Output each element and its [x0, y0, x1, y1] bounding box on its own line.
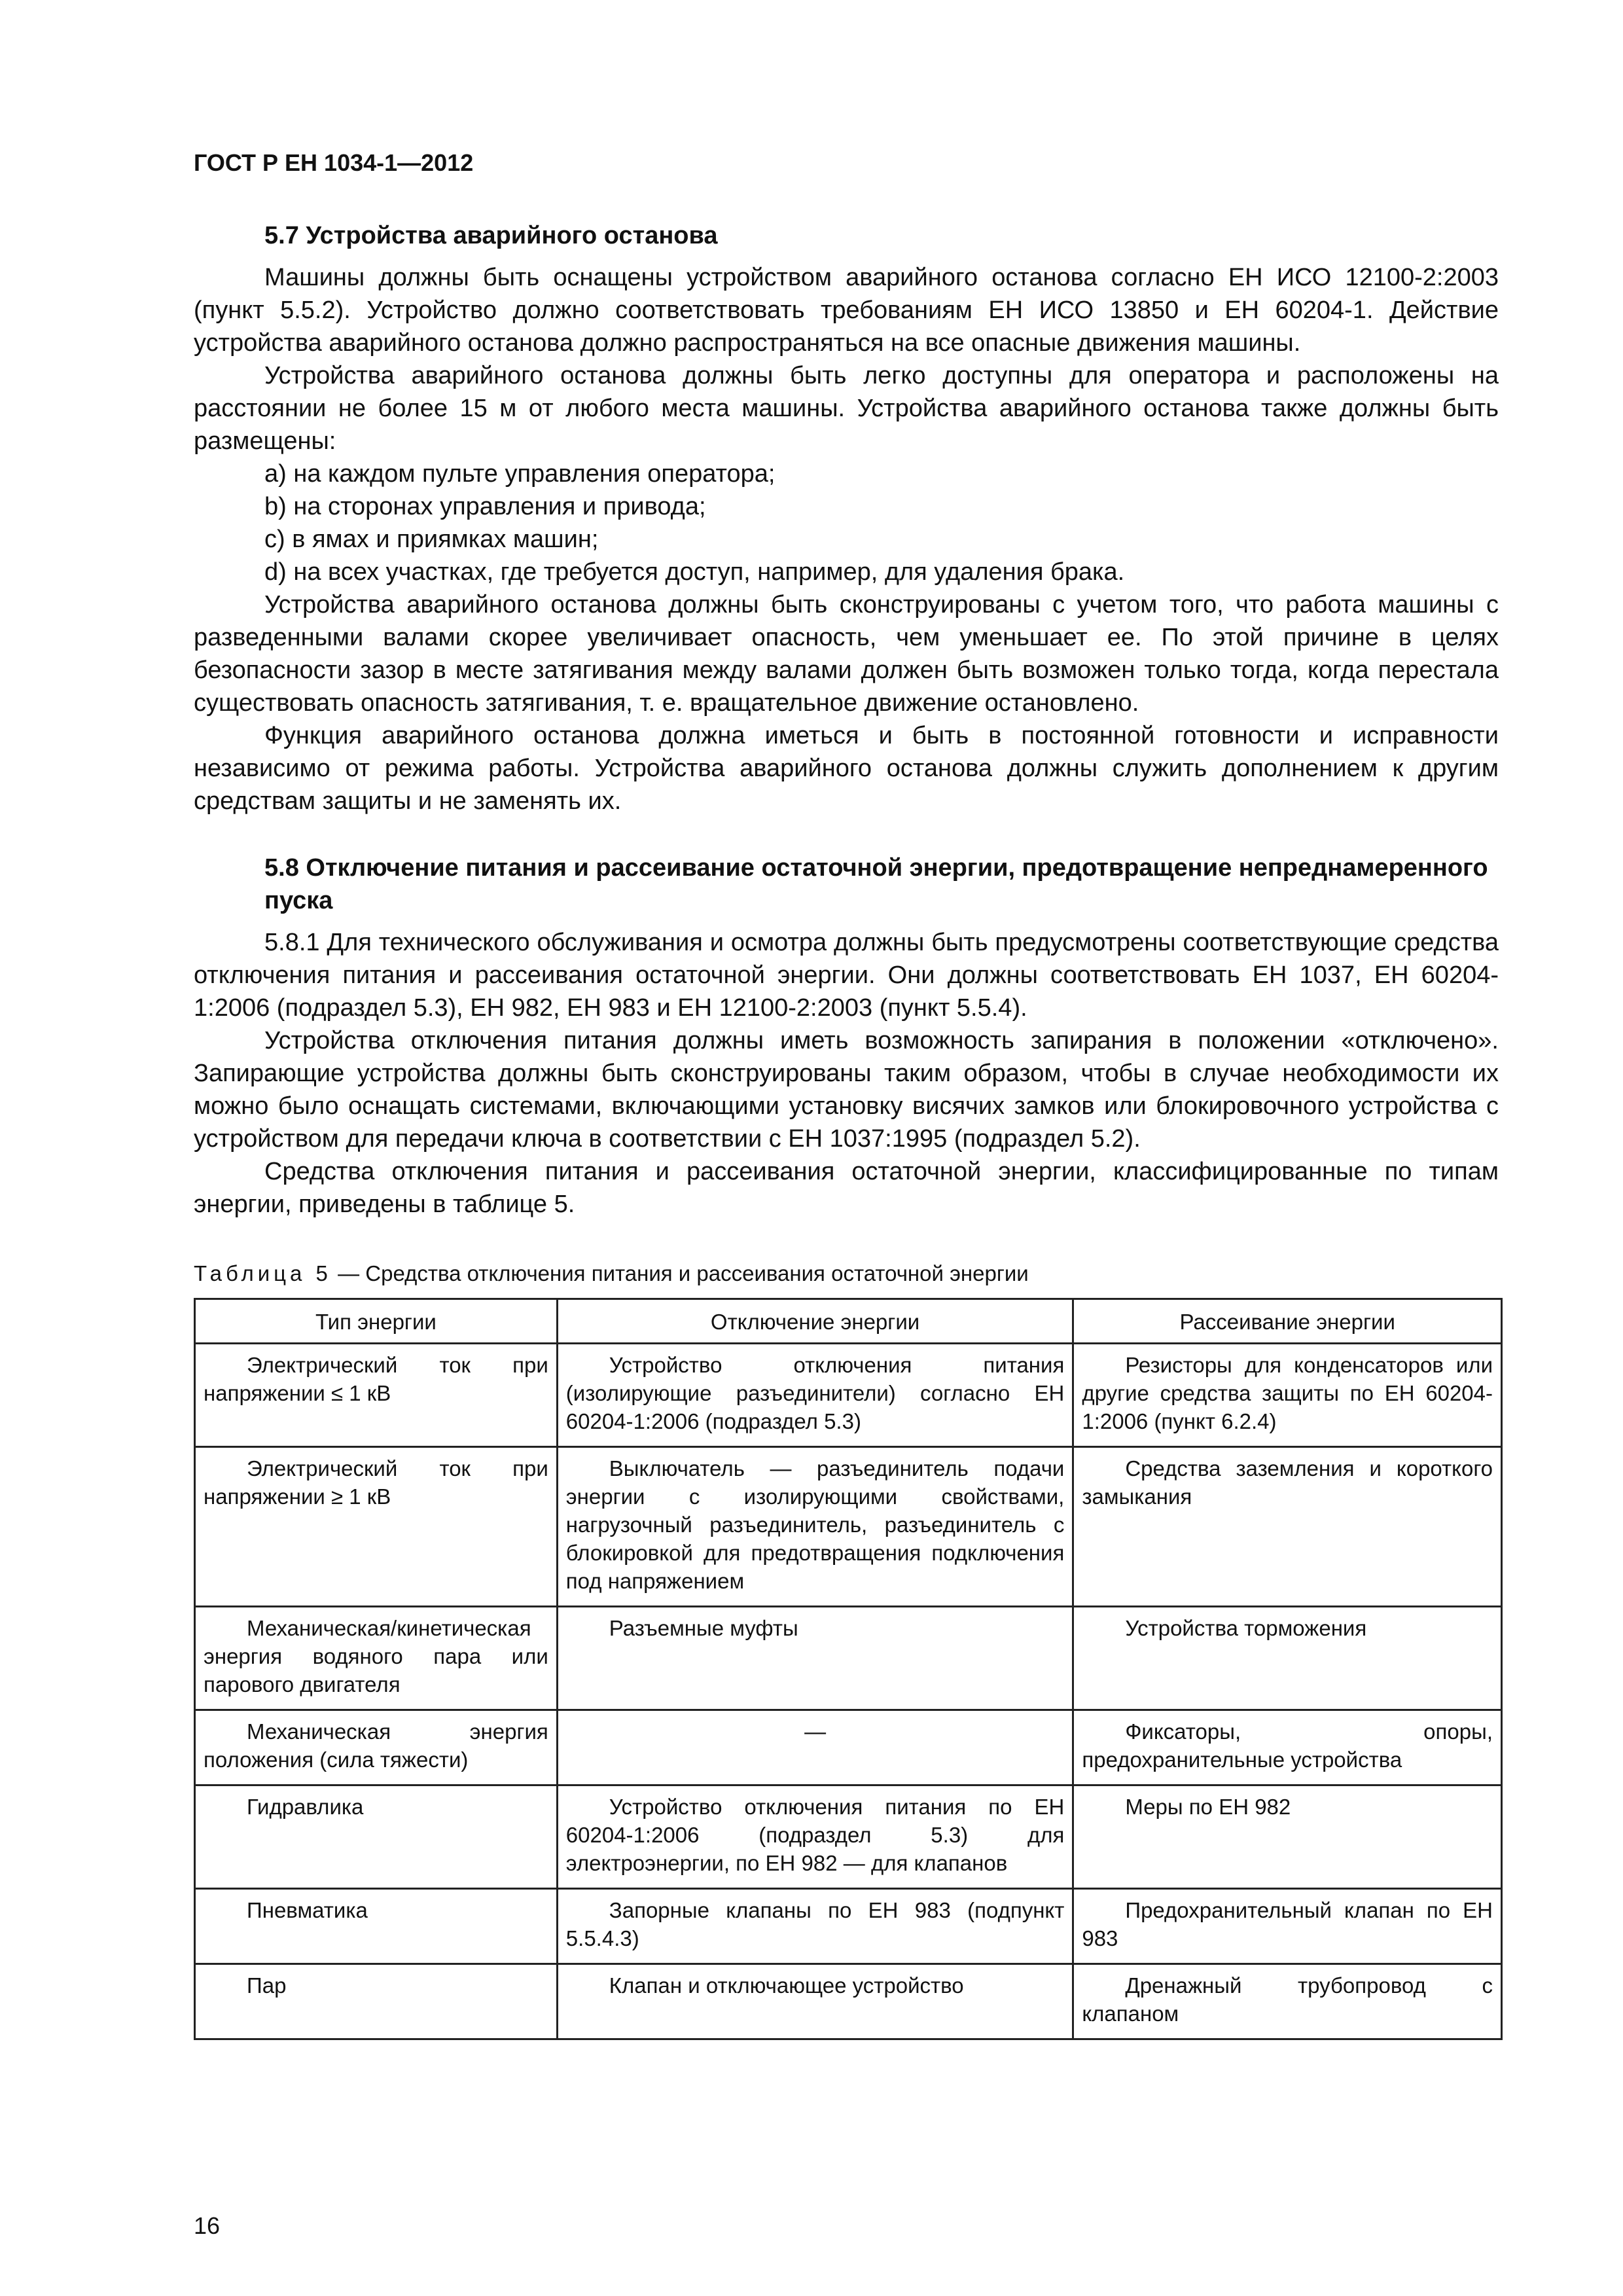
document-header: ГОСТ Р ЕН 1034-1—2012: [194, 149, 474, 176]
table-cell: [195, 1785, 558, 1889]
cell-text: Предохранительный клапан по ЕН 983: [1082, 1898, 1493, 1950]
paragraph: Устройства отключения питания должны иметь возможность запирания в положении «отключено». Запирающие устройства должны быть сконструированы таким образом, чтобы в случае необходимости их можно было оснащать системами, включающими установку висячих замков или блокировочного устройства с устройством для передачи ключа в соответствии с ЕН 1037:1995 (подраздел 5.2).: [194, 1027, 1499, 1153]
table-cell: [1073, 1889, 1502, 1964]
page-body: [194, 219, 1499, 2040]
cell-text: Механическая/кинетическая энергия водяного пара или парового двигателя: [204, 1616, 548, 1696]
cell-text: Механическая энергия положения (сила тяжести): [204, 1719, 548, 1772]
table-row: [195, 1710, 1502, 1785]
table-cell: [557, 1710, 1073, 1785]
table-cell: [557, 1447, 1073, 1607]
table-row: [195, 1964, 1502, 2039]
table-cell: [1073, 1447, 1502, 1607]
cell-text: Электрический ток при напряжении ≥ 1 кВ: [204, 1456, 548, 1509]
cell-text: Пар: [247, 1973, 287, 1998]
paragraph: Функция аварийного останова должна иметься и быть в постоянной готовности и исправности независимо от режима работы. Устройства аварийного останова должны служить дополнением к другим средствам защиты и не заменять их.: [194, 722, 1499, 815]
table-row: [195, 1344, 1502, 1447]
cell-text: Разъемные муфты: [609, 1616, 798, 1640]
energy-table: [194, 1298, 1503, 2040]
table-cell: [1073, 1607, 1502, 1710]
list-item: a) на каждом пульте управления оператора;: [264, 460, 776, 488]
table-header-row: [195, 1299, 1502, 1344]
table-cell: [195, 1447, 558, 1607]
paragraph: Машины должны быть оснащены устройством аварийного останова согласно ЕН ИСО 12100-2:2003 (пункт 5.5.2). Устройство должно соответствовать требованиям ЕН ИСО 13850 и ЕН 60204-1. Действие устройства аварийного останова должно распространяться на все опасные движения машины.: [194, 264, 1499, 357]
paragraph: Средства отключения питания и рассеивания остаточной энергии, классифицированные по типам энергии, приведены в таблице 5.: [194, 1158, 1499, 1218]
table-cell: [195, 1964, 558, 2039]
cell-text: Клапан и отключающее устройство: [609, 1973, 964, 1998]
table-cell: [195, 1889, 558, 1964]
page-number: 16: [194, 2212, 221, 2239]
cell-text: Электрический ток при напряжении ≤ 1 кВ: [204, 1353, 548, 1405]
table-cell: [557, 1344, 1073, 1447]
table-row: [195, 1785, 1502, 1889]
section-5-8-title: 5.8 Отключение питания и рассеивание остаточной энергии, предотвращение непреднамеренного пуска: [264, 854, 1488, 914]
cell-text: Устройство отключения питания (изолирующие разъединители) согласно ЕН 60204-1:2006 (подраздел 5.3): [565, 1353, 1065, 1433]
cell-text: Фиксаторы, опоры, предохранительные устройства: [1082, 1719, 1493, 1772]
table-row: [195, 1889, 1502, 1964]
cell-text: Устройство отключения питания по ЕН 60204-1:2006 (подраздел 5.3) для электроэнергии, по ЕН 982 — для клапанов: [565, 1795, 1065, 1875]
column-header-energy-disconnection: Отключение энергии: [557, 1299, 1073, 1344]
cell-text: Пневматика: [247, 1898, 368, 1922]
table-cell: [557, 1964, 1073, 2039]
table-cell: [557, 1889, 1073, 1964]
cell-text: Выключатель — разъединитель подачи энергии с изолирующими свойствами, нагрузочный разъединитель, разъединитель с блокировкой для предотвращения подключения под напряжением: [565, 1456, 1065, 1593]
paragraph: Устройства аварийного останова должны быть легко доступны для оператора и расположены на расстоянии не более 15 м от любого места машины. Устройства аварийного останова также должны быть размещены:: [194, 362, 1499, 455]
section-5-7-title: 5.7 Устройства аварийного останова: [264, 222, 718, 249]
table-row: [195, 1447, 1502, 1607]
table-cell: [195, 1710, 558, 1785]
paragraph: Устройства аварийного останова должны быть сконструированы с учетом того, что работа машины с разведенными валами скорее увеличивает опасность, чем уменьшает ее. По этой причине в целях безопасности зазор в месте затягивания между валами должен быть возможен только тогда, когда перестала существовать опасность затягивания, т. е. вращательное движение остановлено.: [194, 591, 1499, 717]
table-cell: [1073, 1964, 1502, 2039]
table-cell: [1073, 1785, 1502, 1889]
table-cell: [557, 1607, 1073, 1710]
list-item: b) на сторонах управления и привода;: [264, 493, 706, 520]
table-cell: [195, 1344, 558, 1447]
cell-text: Запорные клапаны по ЕН 983 (подпункт 5.5.4.3): [565, 1898, 1065, 1950]
cell-text: Устройства торможения: [1125, 1616, 1367, 1640]
column-header-energy-type: Тип энергии: [195, 1299, 558, 1344]
table-caption: [194, 1261, 1499, 1286]
list-item: c) в ямах и приямках машин;: [264, 526, 599, 553]
table-row: [195, 1607, 1502, 1710]
table-caption-text: — Средства отключения питания и рассеивания остаточной энергии: [331, 1261, 1029, 1285]
paragraph: 5.8.1 Для технического обслуживания и осмотра должны быть предусмотрены соответствующие средства отключения питания и рассеивания остаточной энергии. Они должны соответствовать ЕН 1037, ЕН 60204-1:2006 (подраздел 5.3), ЕН 982, ЕН 983 и ЕН 12100-2:2003 (пункт 5.5.4).: [194, 929, 1499, 1022]
table-cell: [1073, 1710, 1502, 1785]
table-caption-label: Таблица 5: [194, 1261, 332, 1285]
cell-text: Дренажный трубопровод с клапаном: [1082, 1973, 1493, 2026]
table-cell: [1073, 1344, 1502, 1447]
list-item: d) на всех участках, где требуется доступ, например, для удаления брака.: [264, 558, 1125, 586]
cell-text: Меры по ЕН 982: [1125, 1795, 1291, 1819]
cell-text: Резисторы для конденсаторов или другие средства защиты по ЕН 60204-1:2006 (пункт 6.2.4): [1082, 1353, 1493, 1433]
cell-text: Гидравлика: [247, 1795, 364, 1819]
table-cell: [195, 1607, 558, 1710]
column-header-energy-dissipation: Рассеивание энергии: [1073, 1299, 1502, 1344]
cell-text: Средства заземления и короткого замыкания: [1082, 1456, 1493, 1509]
cell-text: —: [804, 1719, 827, 1744]
table-cell: [557, 1785, 1073, 1889]
